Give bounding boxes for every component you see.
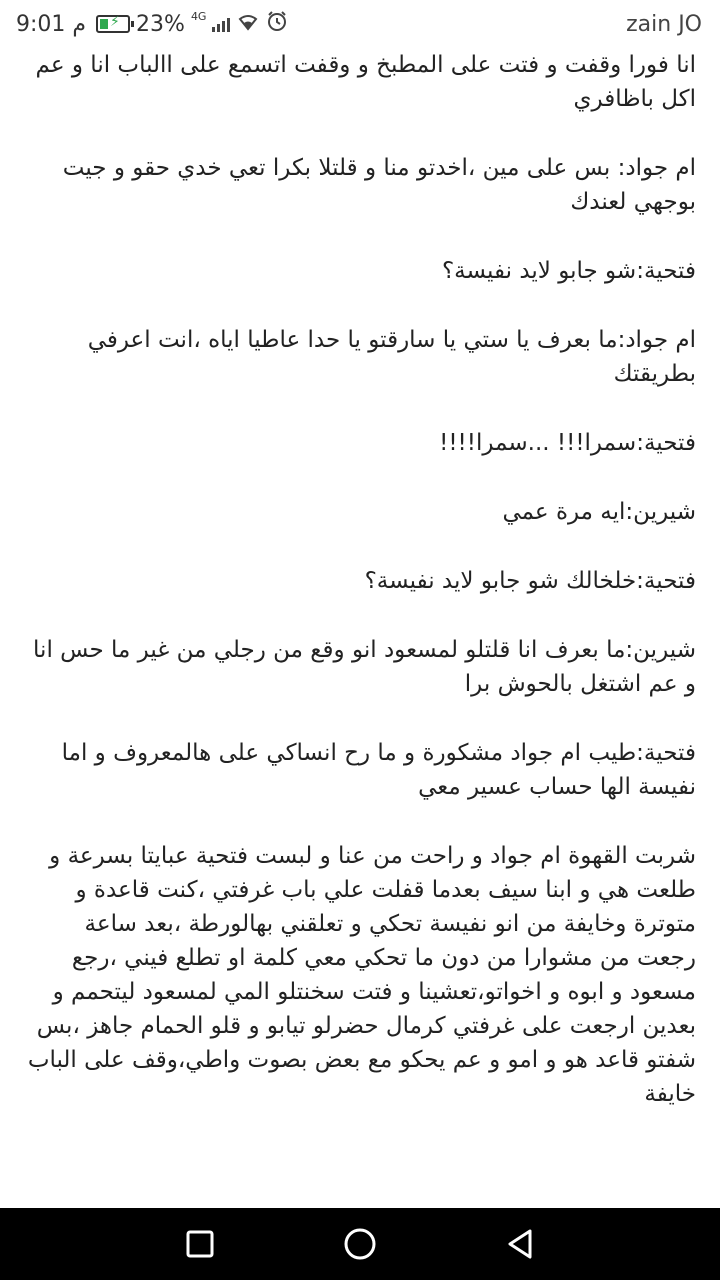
wifi-icon: [236, 12, 260, 37]
status-bar: [0, 0, 720, 50]
square-icon: [182, 1226, 218, 1262]
circle-icon: [342, 1226, 378, 1262]
clock-time: 9:01 م: [16, 11, 87, 37]
back-button[interactable]: [502, 1226, 538, 1262]
carrier-name: zain JO: [626, 12, 702, 37]
paragraph: شيرين:ما بعرف انا قلتلو لمسعود انو وقع من رجلي من غير ما حس انا و عم اشتغل بالحوش برا: [33, 637, 696, 697]
triangle-back-icon: [502, 1226, 538, 1262]
status-left-group: [16, 10, 288, 38]
paragraph: ام جواد:ما بعرف يا ستي يا سارقتو يا حدا عاطيا اياه ،انت اعرفي بطريقتك: [87, 327, 696, 387]
battery-icon: ⚡: [96, 15, 130, 33]
alarm-icon: [266, 10, 288, 38]
home-button[interactable]: [342, 1226, 378, 1262]
paragraph: ام جواد: بس على مين ،اخدتو منا و قلتلا بكرا تعي خدي حقو و جيت بوجهي لعندك: [62, 155, 696, 215]
paragraph: شيرين:ايه مرة عمي: [502, 499, 696, 525]
navigation-bar: [0, 1208, 720, 1280]
recents-button[interactable]: [182, 1226, 218, 1262]
story-content: [26, 48, 696, 1146]
paragraph: فتحية:شو جابو لايد نفيسة؟: [441, 258, 696, 284]
paragraph: فتحية:طيب ام جواد مشكورة و ما رح انساكي على هالمعروف و اما نفيسة الها حساب عسير معي: [61, 740, 696, 800]
paragraph: فتحية:سمرا!!! ...سمرا!!!!: [439, 430, 696, 456]
signal-icon: [212, 16, 230, 32]
network-type: 4G: [190, 9, 207, 23]
paragraph: انا فورا وقفت و فتت على المطبخ و وقفت اتسمع على االباب انا و عم اكل باظافري: [35, 52, 696, 112]
paragraph: فتحية:خلخالك شو جابو لايد نفيسة؟: [364, 568, 696, 594]
paragraph: شربت القهوة ام جواد و راحت من عنا و لبست فتحية عبايتا بسرعة و طلعت هي و ابنا سيف بعدما قفلت علي باب غرفتي ،كنت قاعدة و متوترة وخايفة من انو نفيسة تحكي و تعلقني بهالورطة ،بعد ساعة رجعت من مشوارا من دون ما تحكي معي كلمة او تطلع فيني ،رجع مسعود و ابوه و اخواتو،تعشينا و فتت سخنتلو المي لمسعود ليتحمم و بعدين ارجعت على غرفتي كرمال حضرلو تيابو و قلو الحمام جاهز ،بس شفتو قاعد هو و امو و عم يحكو مع بعض بصوت واطي،وقف على الباب خايفة: [27, 843, 696, 1107]
battery-percent: 23%: [136, 11, 185, 37]
